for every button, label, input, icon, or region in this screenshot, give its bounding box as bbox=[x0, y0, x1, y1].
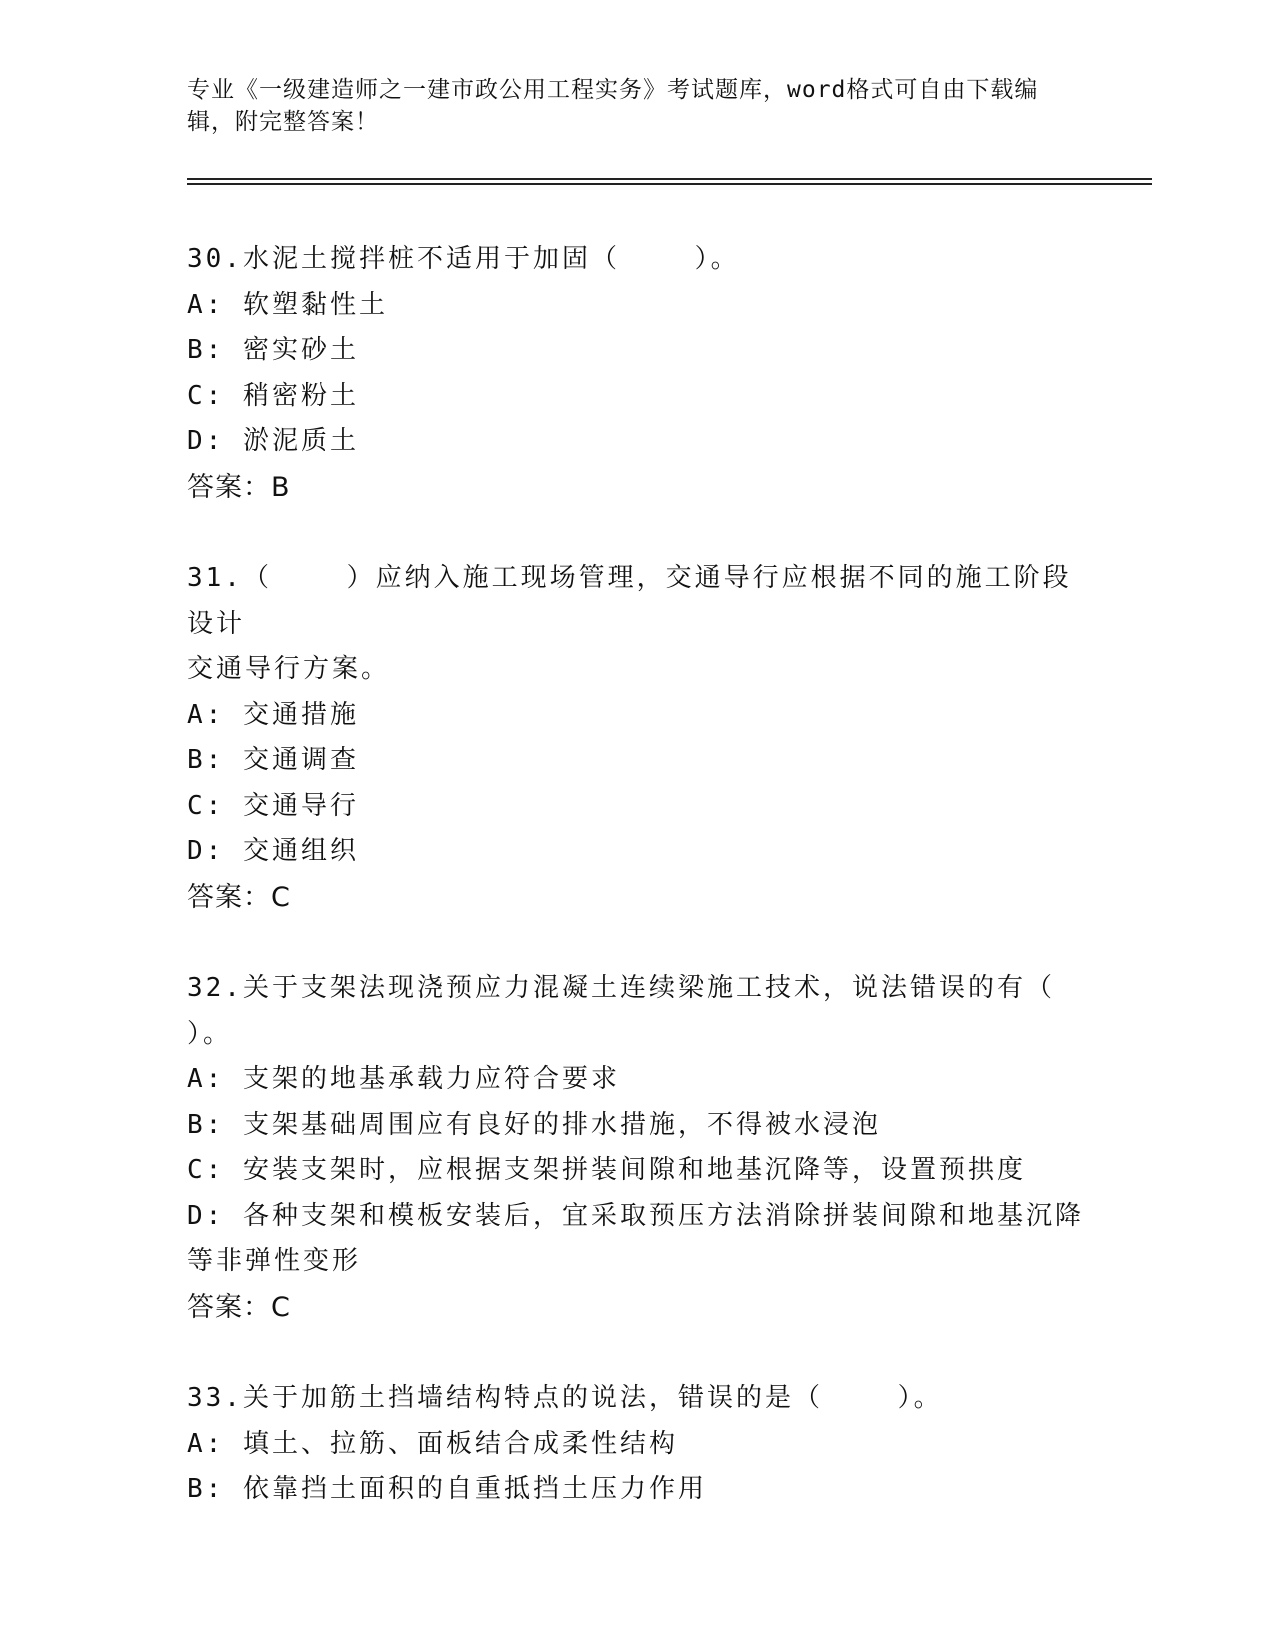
answer: 答案：C bbox=[187, 1291, 291, 1323]
option-a: A: 软塑黏性土 bbox=[187, 289, 388, 320]
header-rule-top bbox=[187, 178, 1152, 180]
question-stem: 32.关于支架法现浇预应力混凝土连续梁施工技术，说法错误的有（ bbox=[187, 973, 1055, 1003]
question-stem-continued: 交通导行方案。 bbox=[187, 654, 391, 684]
question-31 bbox=[187, 556, 1087, 920]
option-a: A: 填土、拉筋、面板结合成柔性结构 bbox=[187, 1428, 678, 1459]
option-d: D: 交通组织 bbox=[187, 836, 359, 866]
question-32 bbox=[187, 966, 1087, 1330]
question-stem: 30.水泥土搅拌桩不适用于加固（ ）。 bbox=[187, 244, 740, 274]
header-line-1: 专业《一级建造师之一建市政公用工程实务》考试题库，word格式可自由下载编 bbox=[187, 77, 1039, 103]
document-header bbox=[187, 74, 1067, 138]
option-d-continued: 等非弹性变形 bbox=[187, 1246, 362, 1276]
header-rule-bottom bbox=[187, 183, 1152, 185]
option-c: C: 安装支架时，应根据支架拼装间隙和地基沉降等，设置预拱度 bbox=[187, 1155, 1026, 1185]
header-line-2: 辑，附完整答案！ bbox=[187, 109, 379, 135]
answer: 答案：C bbox=[187, 881, 291, 913]
option-d: D: 各种支架和模板安装后，宜采取预压方法消除拼装间隙和地基沉降 bbox=[187, 1200, 1084, 1231]
option-d: D: 淤泥质土 bbox=[187, 426, 359, 456]
option-b: B: 依靠挡土面积的自重抵挡土压力作用 bbox=[187, 1474, 707, 1504]
option-c: C: 稍密粉土 bbox=[187, 380, 359, 411]
question-stem-continued: ）。 bbox=[187, 1018, 233, 1049]
option-a: A: 交通措施 bbox=[187, 699, 359, 730]
option-b: B: 密实砂土 bbox=[187, 335, 359, 365]
question-30 bbox=[187, 237, 1087, 510]
question-33 bbox=[187, 1376, 1087, 1513]
option-c: C: 交通导行 bbox=[187, 790, 359, 821]
option-a: A: 支架的地基承载力应符合要求 bbox=[187, 1064, 620, 1094]
question-list bbox=[187, 237, 1087, 1559]
answer: 答案：B bbox=[187, 471, 291, 503]
question-stem: 33.关于加筋土挡墙结构特点的说法，错误的是（ ）。 bbox=[187, 1383, 943, 1413]
option-b: B: 交通调查 bbox=[187, 745, 359, 775]
question-stem: 31.（ ）应纳入施工现场管理，交通导行应根据不同的施工阶段设计 bbox=[187, 563, 1072, 639]
option-b: B: 支架基础周围应有良好的排水措施，不得被水浸泡 bbox=[187, 1109, 881, 1140]
